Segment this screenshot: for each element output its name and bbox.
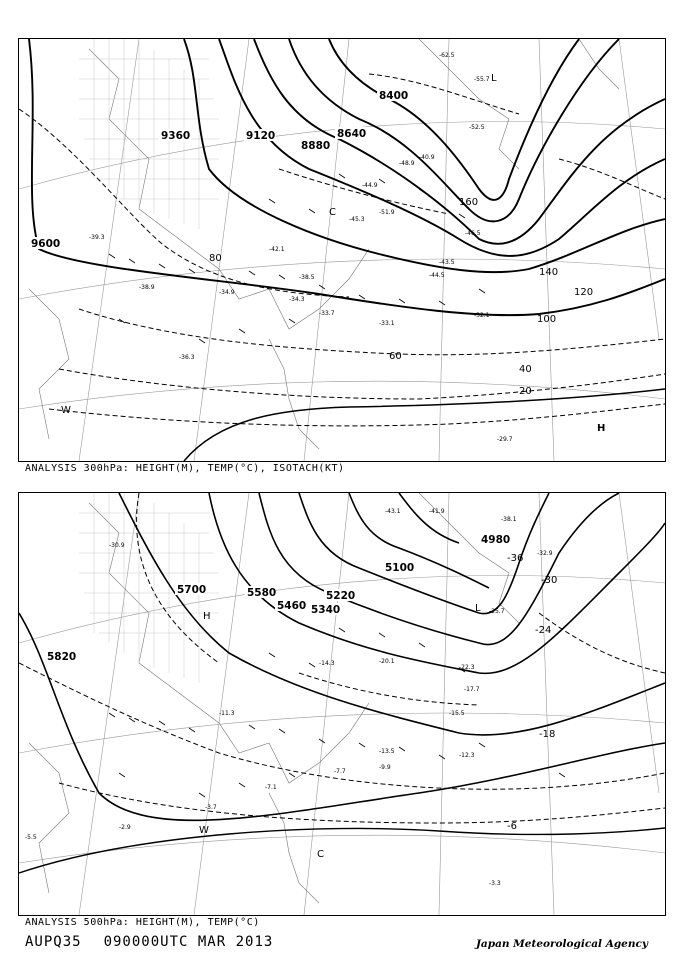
station-value: -5.5 (25, 834, 37, 841)
temp-label: -34.3 (289, 296, 305, 303)
high-pressure-mark: H (203, 611, 211, 622)
agency-name: Japan Meteorological Agency (475, 938, 648, 950)
isotherm-label: -30 (541, 575, 558, 586)
isotach-label: 40 (519, 364, 532, 375)
station-value: -9.9 (379, 764, 391, 771)
low-pressure-mark: L (491, 73, 497, 84)
temp-label: -45.3 (349, 216, 365, 223)
station-value: -25.7 (489, 608, 505, 615)
isotherm-label: -6 (507, 821, 517, 832)
station-value: -7.1 (265, 784, 277, 791)
upper-map (19, 39, 665, 461)
upper-terrain-hatch (79, 39, 219, 229)
temp-label: -52.5 (469, 124, 485, 131)
station-value: -11.3 (219, 710, 235, 717)
upper-chart-300hpa (18, 38, 666, 462)
height-label: 9600 (31, 238, 61, 250)
height-label: 8880 (301, 140, 331, 152)
height-label: 9120 (246, 130, 276, 142)
temp-label: -62.5 (439, 52, 455, 59)
upper-temp-labels (89, 52, 513, 443)
upper-wind-barbs (109, 174, 485, 343)
height-label: 5580 (247, 587, 277, 599)
height-label: 5820 (47, 651, 77, 663)
lower-map (19, 493, 665, 915)
lower-caption: ANALYSIS 500hPa: HEIGHT(M), TEMP(°C) (25, 917, 260, 928)
temp-label: -42.1 (269, 246, 285, 253)
isotach-label: 160 (459, 197, 479, 208)
lower-chart-500hpa (18, 492, 666, 916)
temp-label: -55.7 (474, 76, 490, 83)
station-value: -12.3 (459, 752, 475, 759)
station-value: -32.9 (537, 550, 553, 557)
upper-height-labels (29, 89, 409, 250)
upper-system-marks (61, 73, 605, 434)
station-value: -14.3 (319, 660, 335, 667)
station-value: -7.7 (334, 768, 346, 775)
temp-label: -44.5 (429, 272, 445, 279)
height-label: 8640 (337, 128, 367, 140)
upper-isotach-labels (209, 197, 593, 397)
station-value: -17.7 (464, 686, 480, 693)
temp-label: -46.5 (465, 230, 481, 237)
isotach-label: 120 (574, 287, 594, 298)
cold-center-mark: C (317, 849, 324, 860)
temp-label: -29.7 (497, 436, 513, 443)
station-value: -15.5 (449, 710, 465, 717)
temp-label: -39.3 (89, 234, 105, 241)
height-label: 8400 (379, 90, 409, 102)
lower-height-labels (45, 533, 510, 663)
height-label: 5700 (177, 584, 207, 596)
isotach-label: 80 (209, 253, 222, 264)
station-value: -2.9 (119, 824, 131, 831)
temp-label: -32.1 (474, 312, 490, 319)
station-value: -43.1 (385, 508, 401, 515)
chart-timestamp: 090000UTC MAR 2013 (103, 934, 274, 950)
chart-code: AUPQ35 (25, 934, 82, 950)
height-label: 5100 (385, 562, 415, 574)
height-label: 5340 (311, 604, 341, 616)
temp-label: -43.5 (439, 259, 455, 266)
height-label: 9360 (161, 130, 191, 142)
upper-height-contours (29, 39, 665, 315)
isotherm-label: -18 (539, 729, 556, 740)
station-value: -22.3 (459, 664, 475, 671)
station-value: -3.3 (489, 880, 501, 887)
temp-label: -44.9 (362, 182, 378, 189)
temp-label: -36.3 (179, 354, 195, 361)
height-label: 5220 (326, 590, 356, 602)
isotach-label: 100 (537, 314, 557, 325)
station-value: -41.9 (429, 508, 445, 515)
temp-label: -33.1 (379, 320, 395, 327)
chart-footer (25, 934, 295, 950)
upper-isotachs (19, 74, 665, 426)
high-pressure-mark: H (597, 423, 606, 434)
isotach-label: 140 (539, 267, 559, 278)
station-value: -3.7 (205, 804, 217, 811)
cold-center-mark: C (329, 207, 336, 218)
station-value: -13.5 (379, 748, 395, 755)
warm-center-mark: W (199, 825, 209, 836)
height-label: 4980 (481, 534, 511, 546)
upper-caption: ANALYSIS 300hPa: HEIGHT(M), TEMP(°C), ISOTACH(KT) (25, 463, 345, 474)
warm-center-mark: W (61, 405, 71, 416)
temp-label: -40.9 (419, 154, 435, 161)
temp-label: -51.9 (379, 209, 395, 216)
isotach-label: 60 (389, 351, 402, 362)
temp-label: -38.5 (299, 274, 315, 281)
temp-label: -48.9 (399, 160, 415, 167)
temp-label: -38.9 (139, 284, 155, 291)
lower-graticule (19, 493, 665, 915)
temp-label: -34.9 (219, 289, 235, 296)
low-pressure-mark: L (475, 603, 481, 614)
station-value: -20.1 (379, 658, 395, 665)
temp-label: -33.7 (319, 310, 335, 317)
lower-boundary-contour (19, 828, 665, 873)
isotach-label: 20 (519, 386, 532, 397)
isotherm-label: -36 (507, 553, 524, 564)
station-value: -30.9 (109, 542, 125, 549)
height-label: 5460 (277, 600, 307, 612)
isotherm-label: -24 (535, 625, 552, 636)
station-value: -38.1 (501, 516, 517, 523)
lower-coastline (29, 493, 519, 903)
